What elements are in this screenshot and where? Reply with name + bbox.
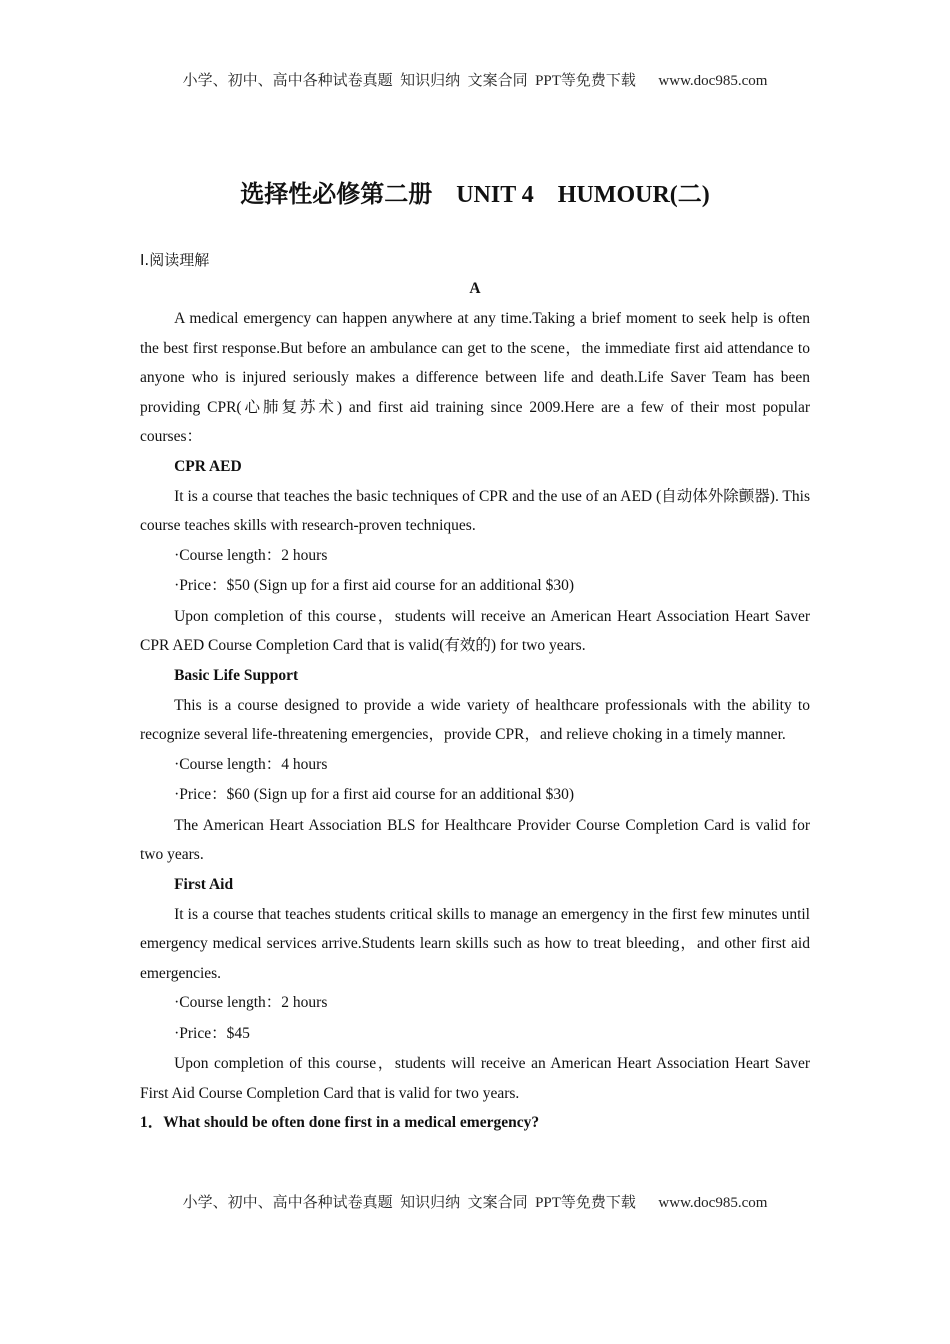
page-footer: 小学、初中、高中各种试卷真题 知识归纳 文案合同 PPT等免费下载 www.doc985.com bbox=[182, 1195, 768, 1211]
document-body bbox=[140, 246, 810, 1138]
course-price: ·Price：$45 bbox=[174, 1024, 250, 1042]
course-length: ·Course length：2 hours bbox=[174, 546, 328, 564]
course-description: This is a course designed to provide a wide variety of healthcare professionals with the ability to recognize several life-threatening emergencies，provide CPR，and relieve choking in a timely manner. bbox=[140, 696, 810, 744]
course-price: ·Price：$60 (Sign up for a first aid course for an additional $30) bbox=[174, 786, 574, 804]
page-title: 选择性必修第二册 UNIT 4 HUMOUR(二) bbox=[240, 182, 710, 208]
course-title-basic-life-support: Basic Life Support bbox=[174, 666, 299, 684]
section-heading: Ⅰ.阅读理解 bbox=[140, 251, 210, 269]
course-title-cpr-aed: CPR AED bbox=[174, 457, 242, 475]
passage-intro: A medical emergency can happen anywhere at any time.Taking a brief moment to seek help is often the best first response.But before an ambulance can get to the scene，the immediate first aid attendance to anyone who is injured seriously makes a difference between life and death.Life Saver Team has been providing CPR(心肺复苏术) and first aid training since 2009.Here are a few of their most popular courses： bbox=[140, 310, 810, 446]
course-description: It is a course that teaches students critical skills to manage an emergency in the first few minutes until emergency medical services arrive.Students learn skills such as how to treat bleeding，and other first aid emergencies. bbox=[140, 905, 810, 982]
course-title-first-aid: First Aid bbox=[174, 875, 234, 893]
course-description: It is a course that teaches the basic techniques of CPR and the use of an AED (自动体外除颤器). This course teaches skills with research-proven techniques. bbox=[140, 487, 810, 535]
course-price: ·Price：$50 (Sign up for a first aid course for an additional $30) bbox=[174, 577, 574, 595]
course-length: ·Course length：4 hours bbox=[174, 755, 328, 773]
course-completion: Upon completion of this course，students will receive an American Heart Association Heart Saver First Aid Course Completion Card that is valid for two years. bbox=[140, 1055, 810, 1102]
passage-label: A bbox=[469, 280, 481, 297]
question-1: 1．What should be often done first in a medical emergency? bbox=[140, 1114, 540, 1132]
course-completion: Upon completion of this course，students will receive an American Heart Association Heart Saver CPR AED Course Completion Card that is valid(有效的) for two years. bbox=[140, 607, 810, 655]
course-length: ·Course length：2 hours bbox=[174, 994, 328, 1012]
course-completion: The American Heart Association BLS for Healthcare Provider Course Completion Card is valid for two years. bbox=[140, 816, 810, 864]
page-header: 小学、初中、高中各种试卷真题 知识归纳 文案合同 PPT等免费下载 www.doc985.com bbox=[182, 73, 768, 89]
